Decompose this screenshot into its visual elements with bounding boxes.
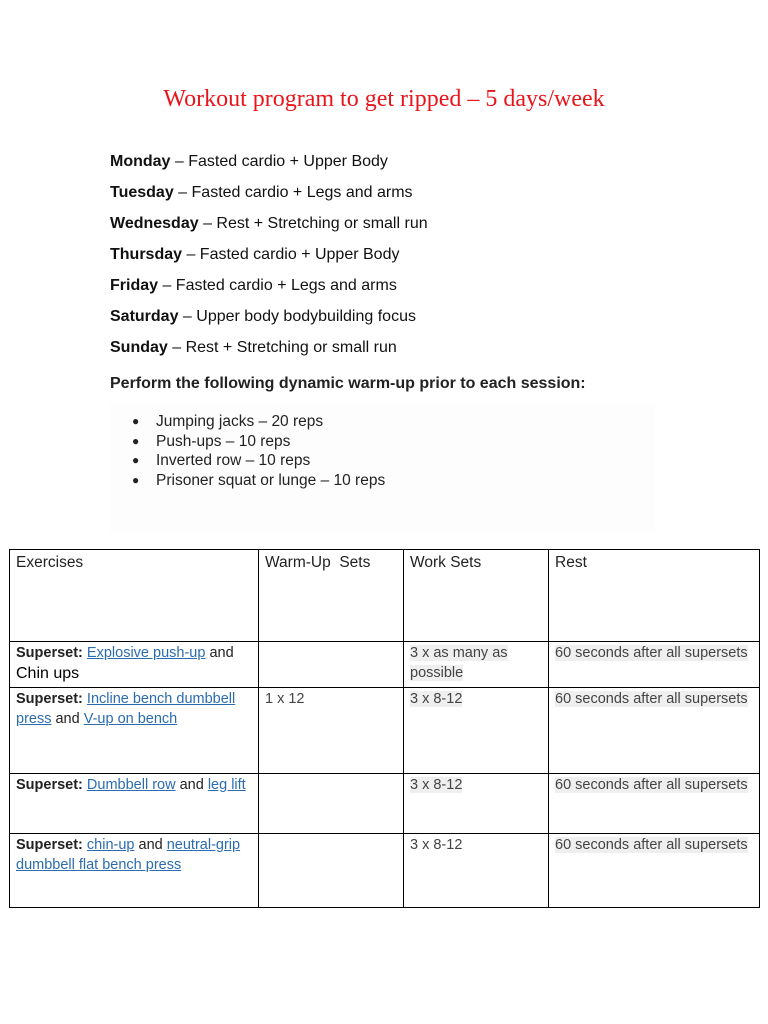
schedule-item-friday	[110, 276, 428, 307]
table-row	[10, 642, 760, 688]
list-item	[132, 471, 655, 491]
document-title: Workout program to get ripped – 5 days/week	[163, 86, 605, 112]
warmup-sets-cell	[259, 642, 404, 688]
rest-cell	[549, 642, 760, 688]
day-plan: – Fasted cardio + Upper Body	[182, 246, 400, 263]
bullet-icon: ●	[132, 433, 140, 448]
header-work-sets: Work Sets	[404, 550, 549, 642]
schedule-item-monday	[110, 152, 428, 183]
bullet-icon: ●	[132, 453, 140, 467]
and-text: and	[175, 777, 208, 793]
table-row	[10, 834, 760, 908]
day-name: Monday	[110, 153, 171, 170]
list-item	[132, 451, 655, 471]
warmup-sets-cell	[259, 774, 404, 834]
table-header-row	[10, 550, 760, 642]
list-item	[132, 412, 655, 432]
superset-label: Superset:	[16, 837, 87, 853]
exercise-link[interactable]: neutral-grip dumbbell flat bench press	[16, 837, 241, 873]
work-sets-cell	[404, 642, 549, 688]
bullet-icon: ●	[132, 472, 140, 487]
day-plan: – Rest + Stretching or small run	[198, 215, 428, 232]
and-text: and	[134, 837, 167, 853]
table-row	[10, 688, 760, 774]
exercise-cell	[10, 642, 259, 688]
exercise-link[interactable]: Dumbbell row	[86, 777, 176, 793]
schedule-item-thursday	[110, 245, 428, 276]
warmup-sets-value: 1 x 12	[265, 691, 305, 707]
superset-label: Superset:	[16, 777, 87, 793]
day-name: Friday	[110, 277, 159, 294]
rest-cell	[549, 834, 760, 908]
work-sets-value: 3 x as many as possible	[410, 645, 508, 681]
warmup-item-text: Jumping jacks – 20 reps	[156, 413, 324, 430]
exercise-table	[9, 549, 760, 908]
work-sets-cell	[404, 834, 549, 908]
day-name: Sunday	[110, 339, 168, 356]
rest-cell	[549, 774, 760, 834]
exercise-name: Chin ups	[16, 664, 80, 682]
warmup-item-text: Prisoner squat or lunge – 10 reps	[156, 471, 386, 489]
warmup-box	[110, 404, 655, 532]
day-plan: – Rest + Stretching or small run	[167, 339, 397, 356]
exercise-cell	[10, 774, 259, 834]
schedule-item-saturday	[110, 307, 428, 338]
schedule-item-tuesday	[110, 183, 428, 214]
exercise-link[interactable]: V-up on bench	[83, 710, 178, 727]
warmup-item-text: Push-ups – 10 reps	[156, 432, 291, 450]
bullet-icon: ●	[132, 414, 140, 428]
and-text: and	[51, 710, 84, 727]
table-row	[10, 774, 760, 834]
day-name: Tuesday	[110, 184, 174, 201]
work-sets-cell	[404, 774, 549, 834]
warmup-sets-cell	[259, 834, 404, 908]
schedule-item-sunday	[110, 338, 428, 369]
warmup-item-text: Inverted row – 10 reps	[156, 452, 311, 469]
warmup-list	[110, 404, 655, 490]
day-name: Saturday	[110, 308, 179, 325]
rest-value: 60 seconds after all supersets	[555, 837, 748, 853]
schedule-item-wednesday	[110, 214, 428, 245]
day-plan: – Fasted cardio + Legs and arms	[173, 184, 413, 201]
day-plan: – Upper body bodybuilding focus	[178, 308, 416, 325]
superset-label: Superset:	[16, 691, 87, 707]
exercise-link[interactable]: chin-up	[86, 837, 135, 853]
header-exercises: Exercises	[10, 550, 259, 642]
header-warmup-sets: Warm-Up Sets	[259, 550, 404, 642]
rest-value: 60 seconds after all supersets	[555, 691, 748, 707]
exercise-link[interactable]: Incline bench dumbbell press	[16, 691, 236, 727]
superset-label: Superset:	[16, 645, 87, 661]
work-sets-cell	[404, 688, 549, 774]
day-name: Thursday	[110, 246, 183, 263]
header-rest: Rest	[549, 550, 760, 642]
and-text: and	[205, 645, 234, 661]
warmup-heading: Perform the following dynamic warm-up prior to each session:	[110, 375, 586, 392]
rest-value: 60 seconds after all supersets	[555, 777, 748, 793]
work-sets-value: 3 x 8-12	[410, 691, 463, 707]
day-plan: – Fasted cardio + Legs and arms	[158, 277, 397, 294]
day-plan: – Fasted cardio + Upper Body	[170, 153, 388, 170]
rest-cell	[549, 688, 760, 774]
exercise-cell	[10, 834, 259, 908]
work-sets-value: 3 x 8-12	[410, 777, 463, 793]
list-item	[132, 432, 655, 452]
exercise-link[interactable]: Explosive push-up	[86, 645, 206, 661]
exercise-cell	[10, 688, 259, 774]
weekly-schedule	[110, 152, 428, 369]
day-name: Wednesday	[110, 215, 199, 232]
work-sets-value: 3 x 8-12	[410, 837, 463, 853]
warmup-sets-cell	[259, 688, 404, 774]
exercise-link[interactable]: leg lift	[207, 777, 246, 793]
rest-value: 60 seconds after all supersets	[555, 645, 748, 661]
